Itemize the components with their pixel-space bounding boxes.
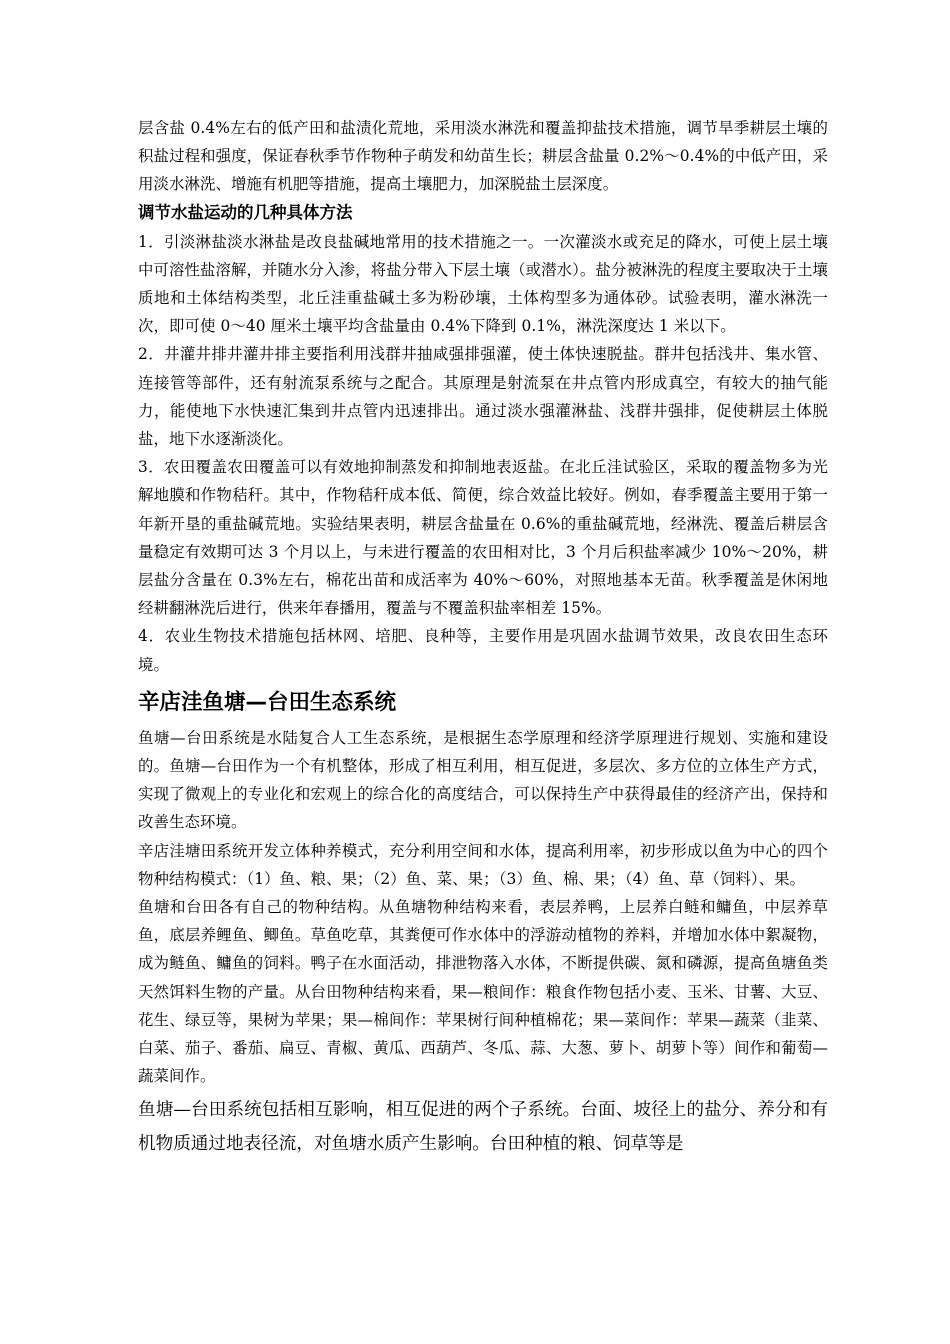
intro-paragraph: 层含盐 0.4%左右的低产田和盐渍化荒地，采用淡水淋洗和覆盖抑盐技术措施，调节旱季耕层土壤的积盐过程和强度，保证春秋季节作物种子萌发和幼苗生长；耕层含盐量 0.2%～0.4%的中低产田，采用淡水淋洗、增施有机肥等措施，提高土壤肥力，加深脱盐土层深度。 <box>138 119 828 194</box>
method-item-1: 1．引淡淋盐淡水淋盐是改良盐碱地常用的技术措施之一。一次灌淡水或充足的降水，可使上层土壤中可溶性盐溶解，并随水分入渗，将盐分带入下层土壤（或潜水）。盐分被淋洗的程度主要取决于土壤质地和土体结构类型，北丘洼重盐碱土多为粉砂壤，土体构型多为通体砂。试验表明，灌水淋洗一次，即可使 0～40 厘米土壤平均含盐量由 0.4%下降到 0.1%，淋洗深度达 1 米以下。 <box>138 232 828 336</box>
method-item-4: 4．农业生物技术措施包括林网、培肥、良种等，主要作用是巩固水盐调节效果，改良农田生态环境。 <box>138 627 828 674</box>
closing-paragraph: 鱼塘—台田系统包括相互影响，相互促进的两个子系统。台面、坡径上的盐分、养分和有机物质通过地表径流，对鱼塘水质产生影响。台田种植的粮、饲草等是 <box>138 1099 828 1154</box>
section-heading-water-salt: 调节水盐运动的几种具体方法 <box>138 202 353 222</box>
body-paragraph-3: 鱼塘和台田各有自己的物种结构。从鱼塘物种结构来看，表层养鸭，上层养白鲢和鳙鱼，中层养草鱼，底层养鲤鱼、鲫鱼。草鱼吃草，其粪便可作水体中的浮游动植物的养料，并增加水体中絮凝物，成为鲢鱼、鳙鱼的饲料。鸭子在水面活动，排泄物落入水体，不断提供碳、氮和磷源，提高鱼塘鱼类天然饵料生物的产量。从台田物种结构来看，果—粮间作：粮食作物包括小麦、玉米、甘薯、大豆、花生、绿豆等，果树为苹果；果—棉间作：苹果树行间种植棉花；果—菜间作：苹果—蔬菜（韭菜、白菜、茄子、番茄、扁豆、青椒、黄瓜、西葫芦、冬瓜、蒜、大葱、萝卜、胡萝卜等）间作和葡萄—蔬菜间作。 <box>138 898 828 1086</box>
body-paragraph-2: 辛店洼塘田系统开发立体种养模式，充分利用空间和水体，提高利用率，初步形成以鱼为中心的四个物种结构模式：（1）鱼、粮、果；（2）鱼、菜、果；（3）鱼、棉、果；（4）鱼、草（饲料）、果。 <box>138 841 828 888</box>
body-paragraph-1: 鱼塘—台田系统是水陆复合人工生态系统，是根据生态学原理和经济学原理进行规划、实施和建设的。鱼塘—台田作为一个有机整体，形成了相互利用，相互促进，多层次、多方位的立体生产方式，实现了微观上的专业化和宏观上的综合化的高度结合，可以保持生产中获得最佳的经济产出，保持和改善生态环境。 <box>138 728 828 832</box>
section-heading-fishpond-system: 辛店洼鱼塘—台田生态系统 <box>138 689 397 715</box>
method-item-2: 2．井灌井排井灌井排主要指利用浅群井抽咸强排强灌，使土体快速脱盐。群井包括浅井、集水管、连接管等部件，还有射流泵系统与之配合。其原理是射流泵在井点管内形成真空，有较大的抽气能力，能使地下水快速汇集到井点管内迅速排出。通过淡水强灌淋盐、浅群井强排，促使耕层土体脱盐，地下水逐渐淡化。 <box>138 345 828 449</box>
document-page <box>138 114 828 1161</box>
method-item-3: 3．农田覆盖农田覆盖可以有效地抑制蒸发和抑制地表返盐。在北丘洼试验区，采取的覆盖物多为光解地膜和作物秸秆。其中，作物秸秆成本低、简便，综合效益比较好。例如，春季覆盖主要用于第一年新开垦的重盐碱荒地。实验结果表明，耕层含盐量在 0.6%的重盐碱荒地，经淋洗、覆盖后耕层含量稳定有效期可达 3 个月以上，与未进行覆盖的农田相对比，3 个月后积盐率减少 10%～20%，耕层盐分含量在 0.3%左右，棉花出苗和成活率为 40%～60%，对照地基本无苗。秋季覆盖是休闲地经耕翻淋洗后进行，供来年春播用，覆盖与不覆盖积盐率相差 15%。 <box>138 458 828 618</box>
